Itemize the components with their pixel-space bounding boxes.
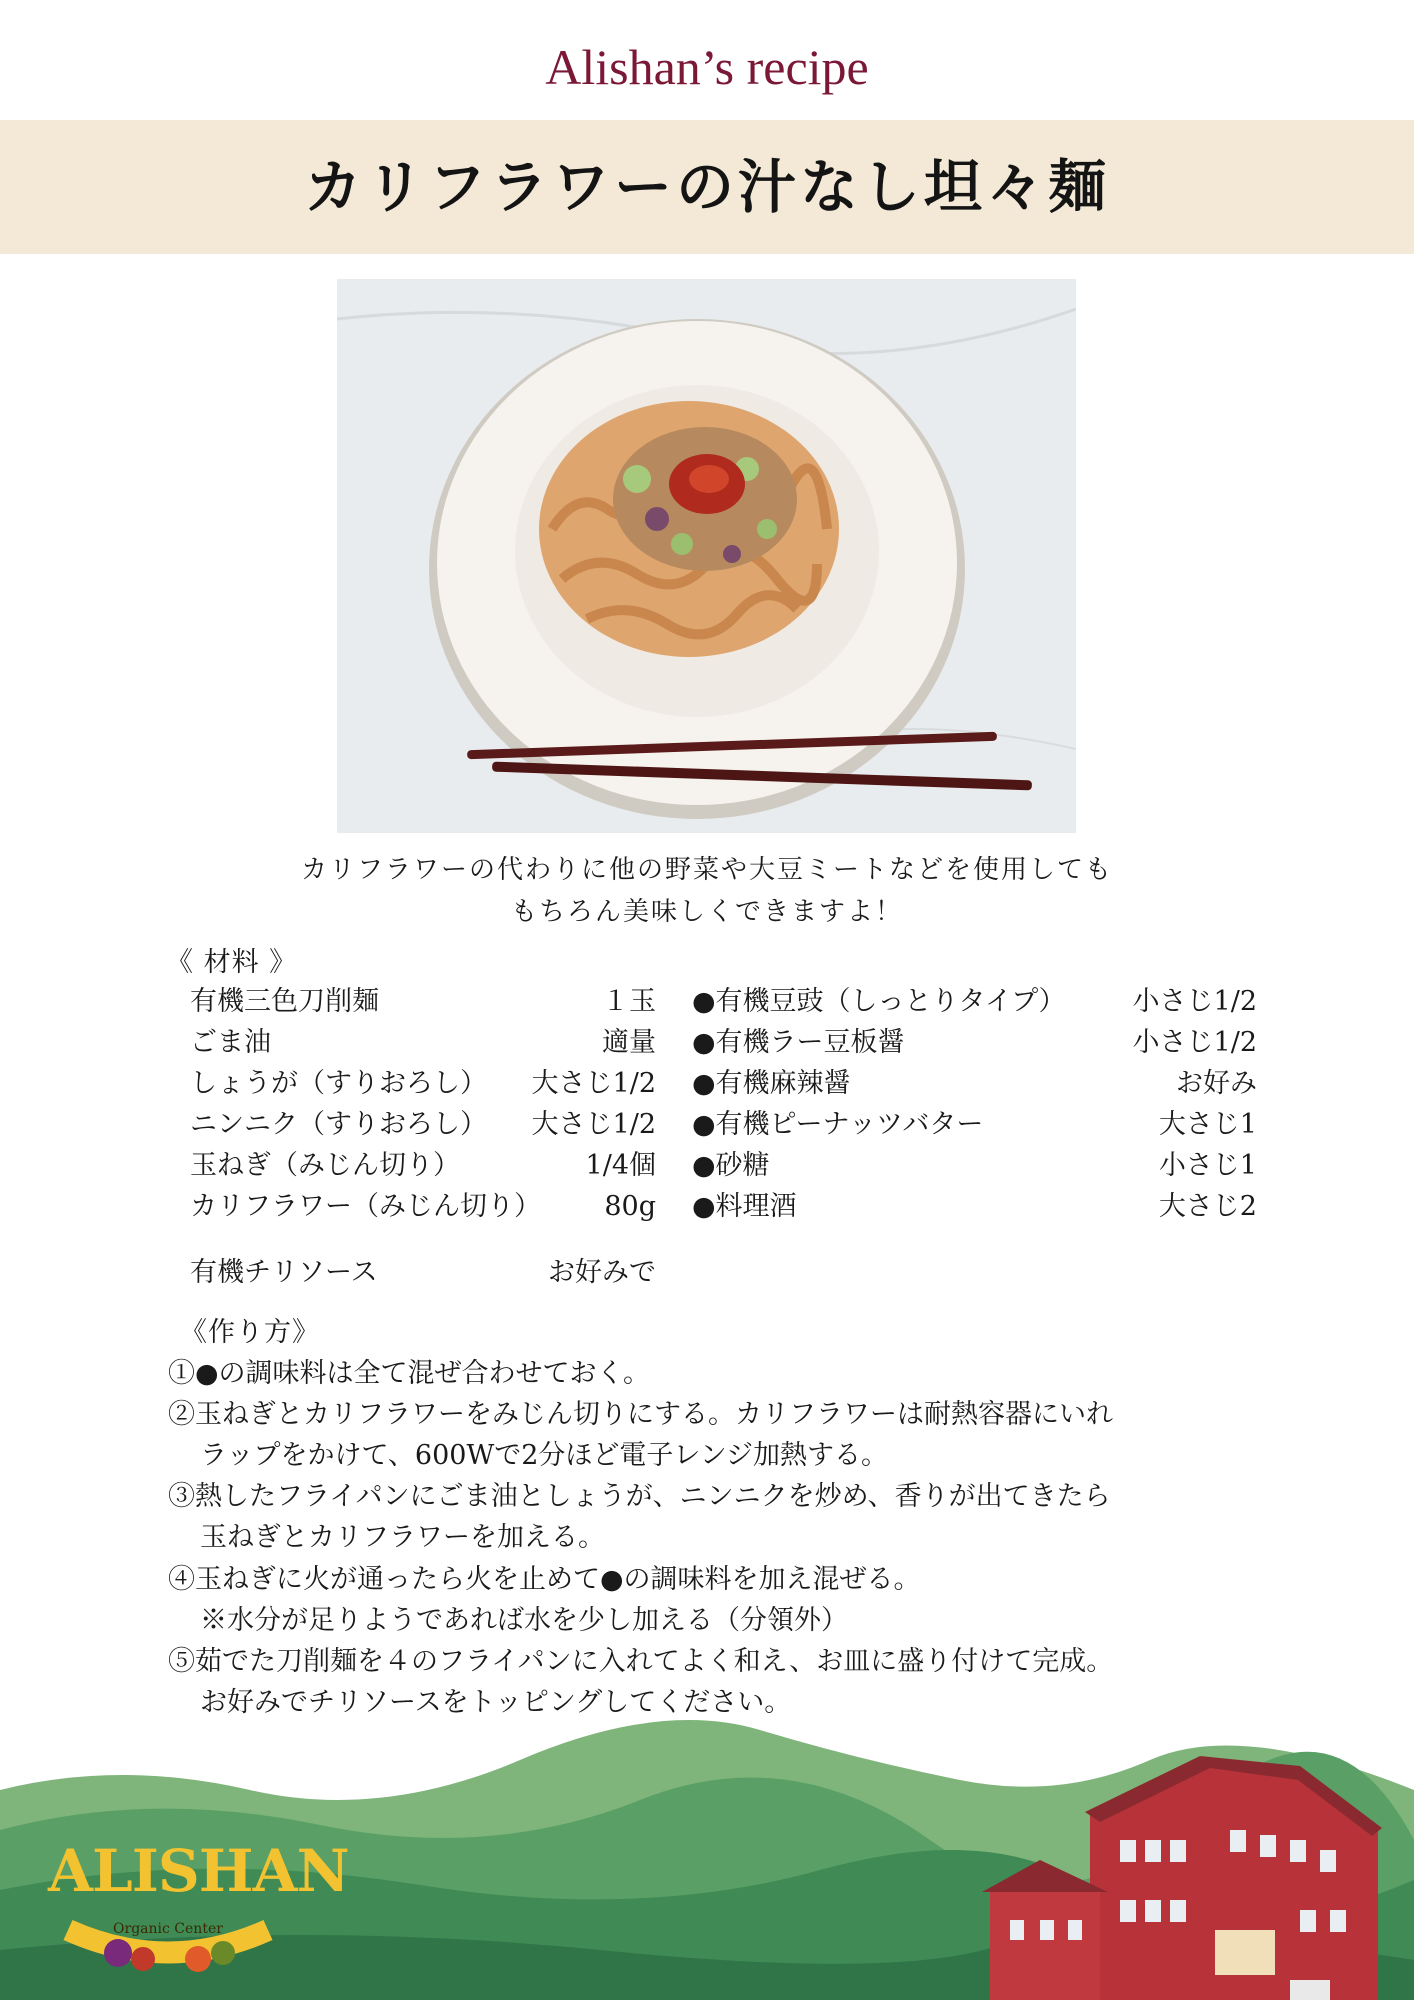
seasoning-row [692, 1186, 1257, 1227]
ingredients-heading: 《 材料 》 [166, 947, 298, 978]
brand-title: Alishan’s recipe [545, 39, 869, 95]
ingredient-name: 玉ねぎ（みじん切り） [190, 1150, 460, 1181]
intro-line: もちろん美味しくできますよ！ [510, 897, 903, 927]
seasoning-qty: 大さじ2 [1158, 1191, 1257, 1222]
seasoning-qty: 小さじ1/2 [1132, 1027, 1257, 1058]
seasoning-name: ●有機豆豉（しっとりタイプ） [692, 986, 1066, 1017]
alishan-logo [48, 1835, 349, 1985]
ingredient-row [190, 981, 656, 1022]
seasoning-row [692, 1145, 1257, 1186]
ingredient-qty: 80g [604, 1191, 656, 1222]
ingredient-qty: １玉 [602, 986, 656, 1017]
seasoning-qty: 小さじ1/2 [1132, 986, 1257, 1017]
method-step-continued: 玉ねぎとカリフラワーを加える。 [200, 1522, 605, 1553]
title-band [0, 120, 1414, 254]
topping-row [190, 1252, 656, 1293]
ingredient-row [190, 1063, 656, 1104]
topping-name: 有機チリソース [190, 1257, 378, 1288]
ingredient-row [190, 1186, 656, 1227]
seasoning-row [692, 1104, 1257, 1145]
recipe-title: カリフラワーの汁なし坦々麺 [303, 153, 1110, 221]
seasoning-name: ●料理酒 [692, 1191, 797, 1222]
seasoning-name: ●有機ピーナッツバター [692, 1109, 984, 1140]
ingredient-name: しょうが（すりおろし） [190, 1068, 487, 1099]
topping-qty: お好みで [548, 1257, 656, 1288]
method-step: ①●の調味料は全て混ぜ合わせておく。 [168, 1358, 651, 1389]
ingredient-qty: 適量 [602, 1027, 656, 1058]
ingredient-name: 有機三色刀削麺 [190, 986, 379, 1017]
ingredient-name: ニンニク（すりおろし） [190, 1109, 487, 1140]
ingredient-row [190, 1022, 656, 1063]
ingredient-qty: 大さじ1/2 [531, 1068, 656, 1099]
ingredient-row [190, 1104, 656, 1145]
seasoning-name: ●砂糖 [692, 1150, 770, 1181]
method-step-continued: お好みでチリソースをトッピングしてください。 [200, 1687, 792, 1718]
seasoning-row [692, 1063, 1257, 1104]
ingredient-qty: 大さじ1/2 [531, 1109, 656, 1140]
seasoning-qty: お好み [1176, 1068, 1257, 1099]
method-step: ④玉ねぎに火が通ったら火を止めて●の調味料を加え混ぜる。 [168, 1564, 921, 1595]
seasoning-name: ●有機ラー豆板醤 [692, 1027, 905, 1058]
ingredient-row [190, 1145, 656, 1186]
ingredient-name: カリフラワー（みじん切り） [190, 1191, 541, 1222]
logo-wordmark: ALISHAN [48, 1837, 349, 1905]
dish-photo [337, 279, 1076, 833]
ingredient-qty: 1/4個 [585, 1150, 656, 1181]
logo-subtitle: Organic Center [113, 1921, 223, 1937]
method-note: ※水分が足りようであれば水を少し加える（分領外） [200, 1605, 848, 1636]
seasoning-row [692, 1022, 1257, 1063]
seasoning-row [692, 981, 1257, 1022]
method-heading: 《作り方》 [180, 1317, 320, 1348]
method-step: ③熱したフライパンにごま油としょうが、ニンニクを炒め、香りが出てきたら [168, 1481, 1111, 1512]
intro-text [0, 849, 1414, 933]
seasoning-qty: 小さじ1 [1158, 1150, 1257, 1181]
seasoning-name: ●有機麻辣醤 [692, 1068, 851, 1099]
method-step: ⑤茹でた刀削麺を４のフライパンに入れてよく和え、お皿に盛り付けて完成。 [168, 1646, 1114, 1677]
seasoning-qty: 大さじ1 [1158, 1109, 1257, 1140]
method-step-continued: ラップをかけて、600Wで2分ほど電子レンジ加熱する。 [200, 1440, 889, 1471]
ingredient-name: ごま油 [190, 1027, 271, 1058]
intro-line: カリフラワーの代わりに他の野菜や大豆ミートなどを使用しても [300, 855, 1113, 885]
method-step: ②玉ねぎとカリフラワーをみじん切りにする。カリフラワーは耐熱容器にいれ [168, 1399, 1113, 1430]
